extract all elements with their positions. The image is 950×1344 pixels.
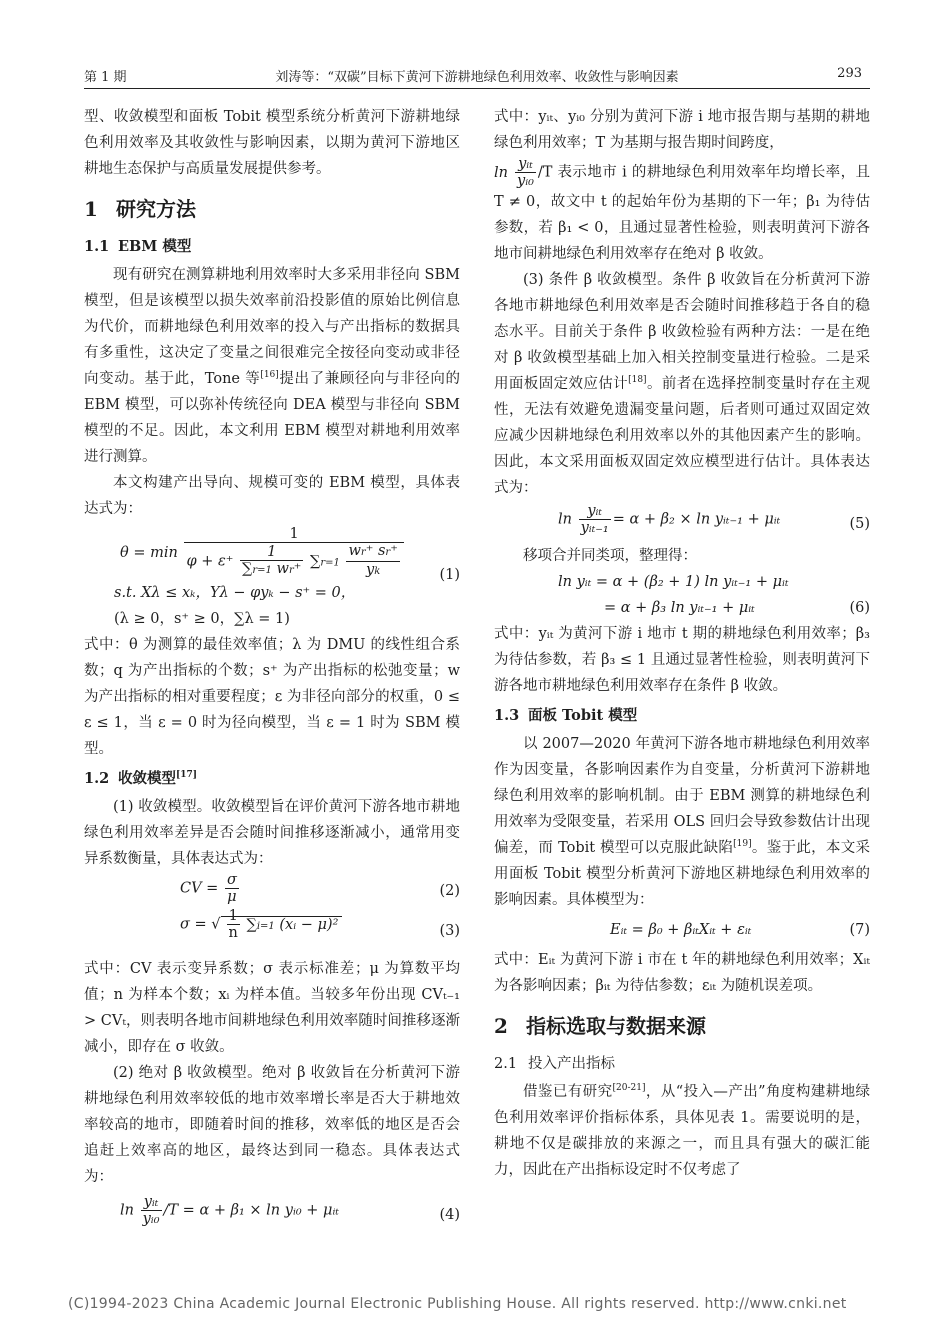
sigma-convergence-paragraph: (1) 收敛模型。收敛模型旨在评价黄河下游各地市耕地绿色利用效率差异是否会随时间推移逐渐减小，通常用变异系数衡量，具体表达式为： xyxy=(84,799,460,867)
running-title: 刘涛等：“双碳”目标下黄河下游耕地绿色利用效率、收敛性与影响因素 xyxy=(275,70,679,85)
sigma-definition-paragraph: 式中：CV 表示变异系数；σ 表示标准差；μ 为算数平均值；n 为样本个数；xᵢ 为样本值。当较多年份出现 CVₜ₋₁ > CVₜ，则表明各地市间耕地绿色利用效率随时间推移逐渐减小，即存在 σ 收敛。 xyxy=(84,961,460,1055)
tobit-paragraph: 以 2007—2020 年黄河下游各地市耕地绿色利用效率作为因变量，各影响因素作为自变量，分析黄河下游耕地绿色利用效率的影响机制。由于 EBM 测算的耕地绿色利用效率为受限变量，若采用 OLS 回归会导致参数估计出现偏差，而 Tobit 模型可以克服此缺陷[19]。鉴于此，本文采用面板 Tobit 模型分析黄河下游地区耕地绿色利用效率的影响因素。具体模型为： xyxy=(494,736,870,908)
rearrange-text: 移项合并同类项，整理得： xyxy=(523,548,697,564)
section-1-3-heading xyxy=(494,703,870,729)
copyright-footer: (C)1994-2023 China Academic Journal Electronic Publishing House. All rights reserved. http://www.cnki.net xyxy=(68,1296,847,1312)
equation-number: (6) xyxy=(849,600,870,616)
section-title: 研究方法 xyxy=(116,197,196,221)
citation: [17] xyxy=(176,770,198,781)
citation: [16] xyxy=(260,370,279,381)
section-1-heading xyxy=(84,194,460,224)
section-title: 面板 Tobit 模型 xyxy=(528,707,638,724)
equation-1: θ = min 1 φ + ε⁺ $\frac{1}{\sum r=1 wr^+}$ ∑r=1 $\frac{wr^+ sr^+}{yk}$ (1) s.t. Xλ ≤ xₖ，Yλ − φyₖ − s⁺ = 0， (λ ≥ 0，s⁺ ≥ 0，∑λ = 1) xyxy=(84,526,460,632)
section-2-heading xyxy=(494,1011,870,1041)
equation-constraint: s.t. Xλ ≤ xₖ，Yλ − φyₖ − s⁺ = 0， xyxy=(114,585,356,601)
issue-number: 第 1 期 xyxy=(84,70,127,85)
running-header xyxy=(84,64,870,86)
section-title: 投入产出指标 xyxy=(528,1056,615,1072)
right-column xyxy=(494,104,870,1183)
section-title: EBM 模型 xyxy=(118,238,192,255)
equation-6: ln yᵢₜ = α + (β₂ + 1) ln yᵢₜ₋₁ + μᵢₜ = α + β₃ ln yᵢₜ₋₁ + μᵢₜ (6) xyxy=(494,569,870,621)
header-rule xyxy=(84,88,870,89)
equation-3: σ = √ $\frac{1}{n}$ ∑i=1 (xᵢ − μ)² (3) xyxy=(84,908,460,956)
section-number: 1.3 xyxy=(494,707,520,724)
equation-7: Eᵢₜ = β₀ + βᵢₜXᵢₜ + εᵢₜ (7) xyxy=(494,917,870,943)
section-title: 收敛模型 xyxy=(118,770,176,787)
citation: [19] xyxy=(733,839,752,850)
growth-rate-definition: ln $\frac{\text{yᵢₜ}}{\text{yᵢ₀}}$ /T 表示地市 i 的耕地绿色利用效率年均增长率，且 T ≠ 0，故文中 t 的起始年份为基期的下一年；β₁ 为待估参数，若 β₁ < 0，且通过显著性检验，则表明黄河下游各地市间耕地绿色利用效率存在绝对 β 收敛。 xyxy=(494,156,870,262)
tobit-definition: 式中：Eᵢₜ 为黄河下游 i 市在 t 年的耕地绿色利用效率；Xᵢₜ 为各影响因素；βᵢₜ 为待估参数；εᵢₜ 为随机误差项。 xyxy=(494,952,870,994)
equation-number: (5) xyxy=(849,516,870,532)
section-number: 2 xyxy=(494,1014,508,1038)
absolute-beta-definition: 式中：yᵢₜ、yᵢ₀ 分别为黄河下游 i 地市报告期与基期的耕地绿色利用效率；T 为基期与报告期时间跨度， xyxy=(494,109,870,151)
equation-constraint: (λ ≥ 0，s⁺ ≥ 0，∑λ = 1) xyxy=(114,611,290,627)
ebm-definition-paragraph: 式中：θ 为测算的最佳效率值；λ 为 DMU 的线性组合系数；q 为产出指标的个数；s⁺ 为产出指标的松弛变量；w 为产出指标的相对重要程度；ε 为非径向部分的权重，0 ≤ ε ≤ 1，当 ε = 0 时为径向模型，当 ε = 1 时为 SBM 模型。 xyxy=(84,637,460,757)
equation-number: (1) xyxy=(439,567,460,583)
section-number: 1.2 xyxy=(84,770,110,787)
section-title: 指标选取与数据来源 xyxy=(526,1014,706,1038)
conditional-beta-paragraph: (3) 条件 β 收敛模型。条件 β 收敛旨在分析黄河下游各地市耕地绿色利用效率是否会随时间推移趋于各自的稳态水平。目前关于条件 β 收敛检验有两种方法：一是在绝对 β 收敛模型基础上加入相关控制变量进行检验。二是采用面板固定效应估计[18]。前者在选择控制变量时存在主观性，无法有效避免遗漏变量问题，后者则可通过双固定效应减少因耕地绿色利用效率以外的其他因素产生的影响。因此，本文采用面板双固定效应模型进行估计。具体表达式为： xyxy=(494,272,871,496)
equation-number: (4) xyxy=(439,1207,460,1223)
equation-number: (3) xyxy=(439,923,460,939)
section-2-1-heading xyxy=(494,1051,870,1077)
section-number: 2.1 xyxy=(494,1056,518,1072)
ebm-intro-paragraph: 本文构建产出导向、规模可变的 EBM 模型，具体表达式为： xyxy=(84,475,460,517)
citation: [18] xyxy=(628,375,647,386)
section-number: 1 xyxy=(84,197,98,221)
section-1-1-heading xyxy=(84,234,460,260)
intro-paragraph: 型、收敛模型和面板 Tobit 模型系统分析黄河下游耕地绿色利用效率及其收敛性与影响因素，以期为黄河下游地区耕地生态保护与高质量发展提供参考。 xyxy=(84,109,460,177)
absolute-beta-paragraph: (2) 绝对 β 收敛模型。绝对 β 收敛旨在分析黄河下游耕地绿色利用效率较低的地市效率增长率是否大于耕地效率较高的地市，即随着时间的推移，效率低的地区是否会追赶上效率高的地区，最终达到同一稳态。具体表达式为： xyxy=(84,1065,460,1185)
equation-number: (7) xyxy=(849,922,870,938)
equation-2: CV = $\frac{\sigma}{\mu}$ (2) xyxy=(180,872,460,905)
equation-4: ln $\frac{\text{yᵢₜ}}{\text{yᵢ₀}}$ /T = α + β₁ × ln yᵢ₀ + μᵢₜ (4) xyxy=(120,1194,460,1227)
equation-number: (2) xyxy=(439,883,460,899)
conditional-beta-definition: 式中：yᵢₜ 为黄河下游 i 地市 t 期的耕地绿色利用效率；β₃ 为待估参数，若 β₃ ≤ 1 且通过显著性检验，则表明黄河下游各地市耕地绿色利用效率存在条件 β 收敛。 xyxy=(494,626,870,694)
equation-5: ln $\frac{\text{yᵢₜ}}{\text{yᵢₜ₋₁}}$ = α + β₂ × ln yᵢₜ₋₁ + μᵢₜ (5) xyxy=(558,503,870,536)
section-1-2-heading xyxy=(84,766,460,792)
citation: [20-21] xyxy=(612,1083,646,1094)
section-number: 1.1 xyxy=(84,238,110,255)
ebm-paragraph: 现有研究在测算耕地利用效率时大多采用非径向 SBM 模型，但是该模型以损失效率前沿投影值的原始比例信息为代价，而耕地绿色利用效率的投入与产出指标的数据具有多重性，这决定了变量之间很难完全按径向变动或非径向变动。基于此，Tone 等[16]提出了兼顾径向与非径向的 EBM 模型，可以弥补传统径向 DEA 模型与非径向 SBM 模型的不足。因此，本文利用 EBM 模型对耕地利用效率进行测算。 xyxy=(84,267,460,465)
page-number: 293 xyxy=(837,66,862,81)
indicator-paragraph: 借鉴已有研究[20-21]，从“投入—产出”角度构建耕地绿色利用效率评价指标体系，具体见表 1。需要说明的是，耕地不仅是碳排放的来源之一，而且具有强大的碳汇能力，因此在产出指标设定时不仅考虑了 xyxy=(494,1083,871,1178)
left-column xyxy=(84,104,460,1234)
